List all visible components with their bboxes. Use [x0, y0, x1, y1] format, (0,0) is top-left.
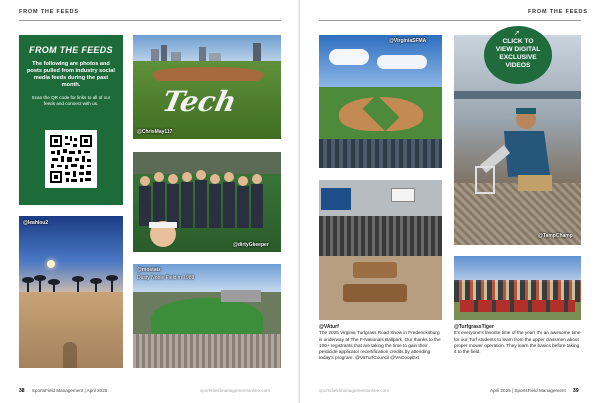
infobox-lede: The following are photos and posts pulled from industry social media feeds during the past month.	[27, 61, 115, 88]
tile-handle: @ChrisMay117	[137, 129, 173, 135]
tile-handle: @dirtyGkeeper	[233, 242, 269, 248]
url-left[interactable]: sportsfieldmanagementonline.com	[200, 388, 270, 393]
city-skyline-icon	[133, 43, 281, 63]
url-right[interactable]: sportsfieldmanagementonline.com	[319, 388, 389, 393]
photo-tech-field[interactable]	[133, 35, 281, 139]
infobox-title: FROM THE FEEDS	[29, 45, 113, 55]
page-number-left: 38	[19, 388, 25, 394]
tile-handle: @mostatz	[137, 267, 161, 273]
cursor-arrow-icon: ➚	[514, 30, 520, 37]
caption-text: The 2025 Virginia Turfgrass Road Show in Fredericksburg is underway at The F-Nationals Ballpark. Our thanks to the 100+ registrants that are taking the time to gain their pesticide applicator recertification credits by attending today's program. @VaTurfCouncil @VACoopExt	[319, 330, 441, 361]
tile-handle: @leahlou2	[23, 220, 49, 226]
photo-stadium-aerial[interactable]	[133, 264, 281, 368]
caption-text: It's everyone's favorite time of the year! It's an awesome time for our Turf students to learn from the upper classmen about proper mower operation. They learn the basics before taking it to the field.	[454, 330, 581, 355]
photo-students-mowers[interactable]	[454, 256, 581, 320]
section-header-left: FROM THE FEEDS	[19, 9, 79, 15]
tile-handle: @TampChamp	[538, 233, 573, 239]
footer-right	[490, 388, 579, 394]
feeds-info-box	[19, 35, 123, 205]
badge-line-4: VIDEOS	[505, 62, 531, 69]
qr-code[interactable]	[45, 130, 97, 188]
caption-tiger	[454, 324, 582, 355]
photo-group[interactable]	[133, 152, 281, 252]
badge-line-3: EXCLUSIVE	[499, 54, 537, 61]
caption-vaturf	[319, 324, 444, 362]
people-group-icon	[133, 162, 281, 252]
tile-handle: @VirginiaSFMA	[389, 38, 427, 44]
caption-handle: @VAturf	[319, 324, 339, 330]
digital-videos-badge[interactable]	[484, 26, 552, 84]
header-rule	[319, 20, 581, 21]
badge-line-1: CLICK TO	[502, 38, 534, 45]
photo-conference[interactable]	[319, 180, 442, 320]
header-rule	[19, 20, 281, 21]
footer-left	[19, 388, 107, 394]
section-header-right: FROM THE FEEDS	[528, 9, 588, 15]
infobox-sub: Scan the QR code for links to all of our feeds and connect with us.	[31, 95, 111, 106]
qr-code-icon	[49, 134, 93, 184]
field-logo-text: Tech	[159, 85, 240, 118]
photo-baseball-park[interactable]	[319, 35, 442, 168]
worker-figure-icon	[474, 105, 564, 205]
publication-left: SportsField Management | April 2025	[31, 388, 108, 393]
badge-line-2: VIEW DIGITAL	[495, 46, 541, 53]
publication-right: April 2025 | SportsField Management	[490, 388, 566, 393]
caption-handle: @TurfgrassTiger	[454, 324, 494, 330]
stadium-light-icon	[47, 260, 55, 268]
tile-caption: Dusty Noble Field in 1989	[137, 275, 195, 281]
page-number-right: 39	[573, 388, 579, 394]
shadow-figure	[63, 342, 77, 368]
photo-sunset-field[interactable]	[19, 216, 123, 368]
right-page	[300, 0, 600, 403]
